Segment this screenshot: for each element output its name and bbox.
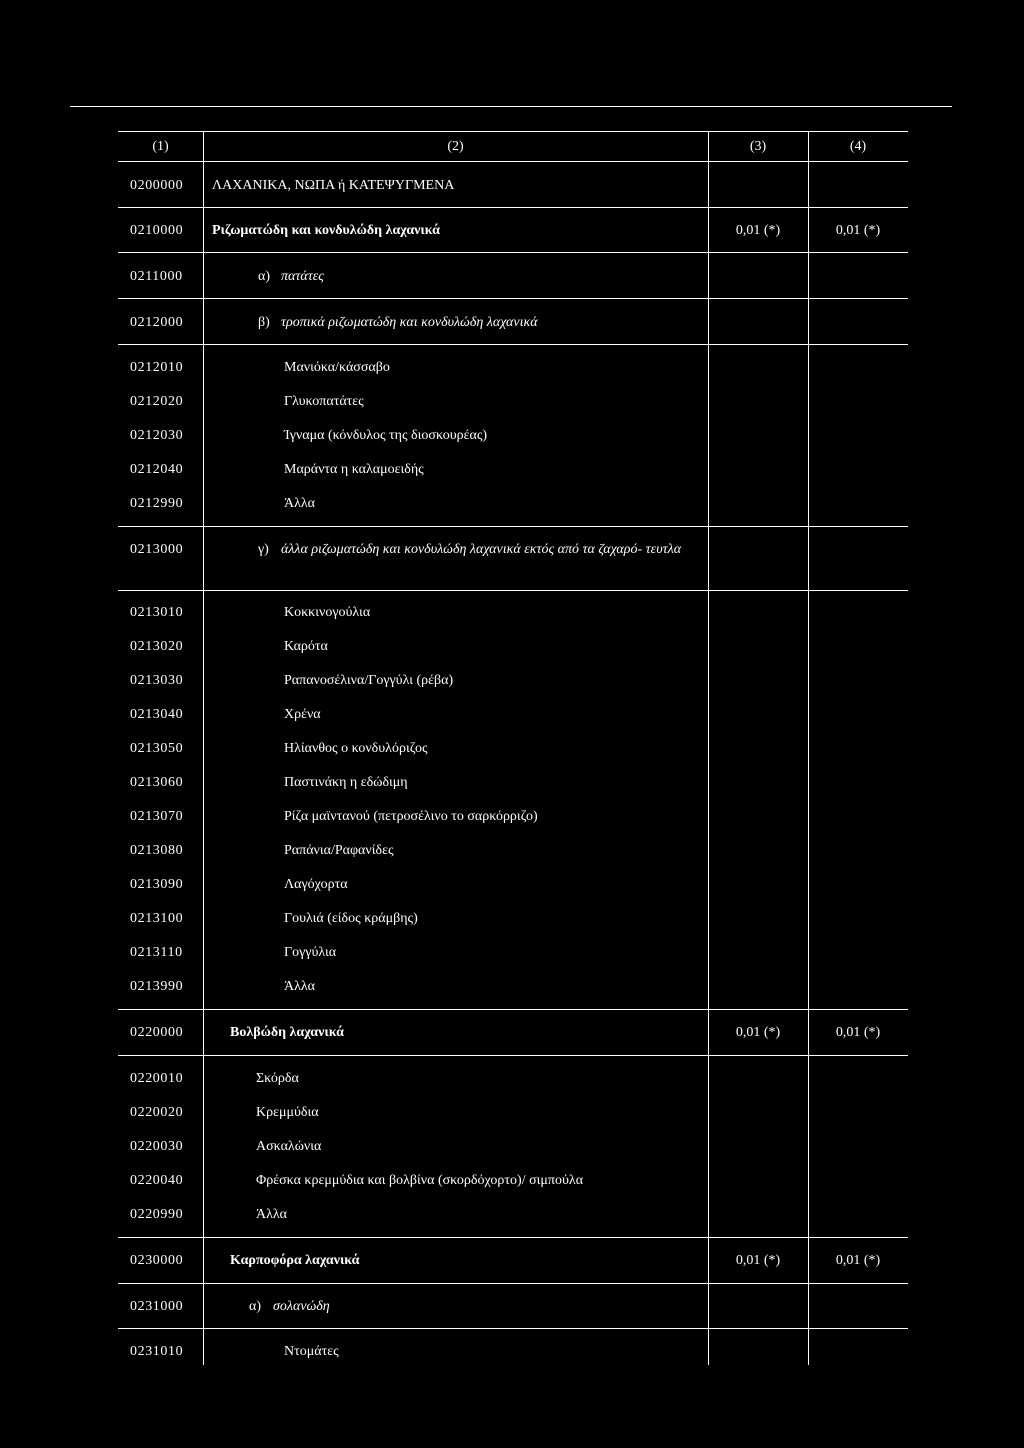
product-name: Φρέσκα κρεμμύδια και βολβίνα (σκορδόχορτο)/ σιμπούλα bbox=[256, 1173, 584, 1188]
product-code: 0212020 bbox=[130, 394, 184, 409]
product-code: 0212990 bbox=[130, 496, 184, 511]
product-name: Σκόρδα bbox=[256, 1071, 299, 1086]
product-code: 0213090 bbox=[130, 877, 184, 892]
group-title: Ριζωματώδη και κονδυλώδη λαχανικά bbox=[212, 223, 440, 238]
product-name: Ίγναμα (κόνδυλος της διοσκουρέας) bbox=[284, 428, 488, 443]
subgroup-marker: γ) bbox=[258, 542, 269, 557]
column-header-3: (3) bbox=[749, 139, 767, 154]
row-rule bbox=[118, 526, 908, 527]
product-name: Λαγόχορτα bbox=[284, 877, 348, 892]
row-rule bbox=[118, 590, 908, 591]
group-title: Καρποφόρα λαχανικά bbox=[230, 1253, 360, 1268]
subgroup-title: άλλα ριζωματώδη και κονδυλώδη λαχανικά εκτός από τα ζαχαρό- τευτλα bbox=[281, 542, 682, 557]
product-name: Ραπανοσέλινα/Γογγύλι (ρέβα) bbox=[284, 673, 454, 688]
product-code: 0220000 bbox=[130, 1025, 184, 1040]
product-name: Μαράντα η καλαμοειδής bbox=[284, 462, 424, 477]
row-rule bbox=[118, 1055, 908, 1056]
product-code: 0231010 bbox=[130, 1344, 184, 1359]
product-name: Άλλα bbox=[284, 979, 316, 994]
product-code: 0212030 bbox=[130, 428, 184, 443]
column-header-2: (2) bbox=[447, 139, 464, 154]
product-code: 0220990 bbox=[130, 1207, 184, 1222]
product-code: 0213000 bbox=[130, 542, 184, 557]
product-name: Ασκαλώνια bbox=[256, 1139, 322, 1154]
mrl-value-col4: 0,01 (*) bbox=[835, 223, 881, 238]
product-code: 0231000 bbox=[130, 1299, 184, 1314]
row-rule bbox=[118, 1009, 908, 1010]
category-title: ΛΑΧΑΝΙΚΑ, ΝΩΠΑ ή ΚΑΤΕΨΥΓΜΕΝΑ bbox=[212, 178, 455, 193]
mrl-table bbox=[118, 131, 908, 1365]
product-code: 0211000 bbox=[130, 269, 183, 284]
mrl-value-col3: 0,01 (*) bbox=[735, 223, 781, 238]
mrl-value-col3: 0,01 (*) bbox=[735, 1253, 781, 1268]
column-divider-2 bbox=[708, 131, 709, 1365]
row-rule bbox=[118, 1237, 908, 1238]
header-rule bbox=[118, 161, 908, 162]
product-name: Χρένα bbox=[284, 707, 321, 722]
row-rule bbox=[118, 1328, 908, 1329]
mrl-value-col4: 0,01 (*) bbox=[835, 1253, 881, 1268]
row-rule bbox=[118, 1283, 908, 1284]
product-code: 0213020 bbox=[130, 639, 184, 654]
row-rule bbox=[118, 344, 908, 345]
subgroup-marker: α) bbox=[249, 1299, 261, 1314]
product-code: 0213080 bbox=[130, 843, 184, 858]
mrl-value-col4: 0,01 (*) bbox=[835, 1025, 881, 1040]
product-name: Μανιόκα/κάσσαβο bbox=[284, 360, 390, 375]
product-name: Άλλα bbox=[284, 496, 316, 511]
product-code: 0213030 bbox=[130, 673, 184, 688]
product-code: 0213070 bbox=[130, 809, 184, 824]
subgroup-title: πατάτες bbox=[281, 269, 324, 284]
product-name: Γογγύλια bbox=[284, 945, 337, 960]
product-code: 0213060 bbox=[130, 775, 184, 790]
column-header-4: (4) bbox=[849, 139, 867, 154]
group-title: Βολβώδη λαχανικά bbox=[230, 1025, 344, 1040]
product-name: Κρεμμύδια bbox=[256, 1105, 319, 1120]
product-code: 0213990 bbox=[130, 979, 184, 994]
product-code: 0220010 bbox=[130, 1071, 184, 1086]
product-code: 0213100 bbox=[130, 911, 184, 926]
product-code: 0212040 bbox=[130, 462, 184, 477]
subgroup-title: σολανώδη bbox=[273, 1299, 330, 1314]
mrl-value-col3: 0,01 (*) bbox=[735, 1025, 781, 1040]
product-name: Άλλα bbox=[256, 1207, 288, 1222]
product-name: Γουλιά (είδος κράμβης) bbox=[284, 911, 418, 926]
product-name: Καρότα bbox=[284, 639, 328, 654]
subgroup-marker: α) bbox=[258, 269, 270, 284]
product-code: 0213050 bbox=[130, 741, 184, 756]
product-name: Ρίζα μαϊντανού (πετροσέλινο το σαρκόρριζο) bbox=[284, 809, 538, 824]
product-code: 0212010 bbox=[130, 360, 184, 375]
product-name: Ραπάνια/Ραφανίδες bbox=[284, 843, 394, 858]
product-code: 0210000 bbox=[130, 223, 184, 238]
product-code: 0230000 bbox=[130, 1253, 184, 1268]
column-divider-3 bbox=[808, 131, 809, 1365]
product-code: 0212000 bbox=[130, 315, 184, 330]
column-divider-1 bbox=[203, 131, 204, 1365]
product-code: 0213110 bbox=[130, 945, 183, 960]
product-code: 0220040 bbox=[130, 1173, 184, 1188]
subgroup-marker: β) bbox=[258, 315, 270, 330]
column-header-1: (1) bbox=[152, 139, 169, 154]
row-rule bbox=[118, 207, 908, 208]
product-code: 0200000 bbox=[130, 178, 184, 193]
product-name: Ηλίανθος ο κονδυλόριζος bbox=[284, 741, 428, 756]
table-top-rule bbox=[118, 131, 908, 132]
product-code: 0220030 bbox=[130, 1139, 184, 1154]
product-name: Παστινάκη η εδώδιμη bbox=[284, 775, 408, 790]
product-name: Γλυκοπατάτες bbox=[284, 394, 364, 409]
subgroup-title: τροπικά ριζωματώδη και κονδυλώδη λαχανικά bbox=[281, 315, 538, 330]
product-name: Ντομάτες bbox=[284, 1344, 339, 1359]
product-code: 0213040 bbox=[130, 707, 184, 722]
row-rule bbox=[118, 252, 908, 253]
product-code: 0220020 bbox=[130, 1105, 184, 1120]
row-rule bbox=[118, 298, 908, 299]
page-top-rule bbox=[70, 106, 952, 107]
product-code: 0213010 bbox=[130, 605, 184, 620]
product-name: Κοκκινογούλια bbox=[284, 605, 371, 620]
